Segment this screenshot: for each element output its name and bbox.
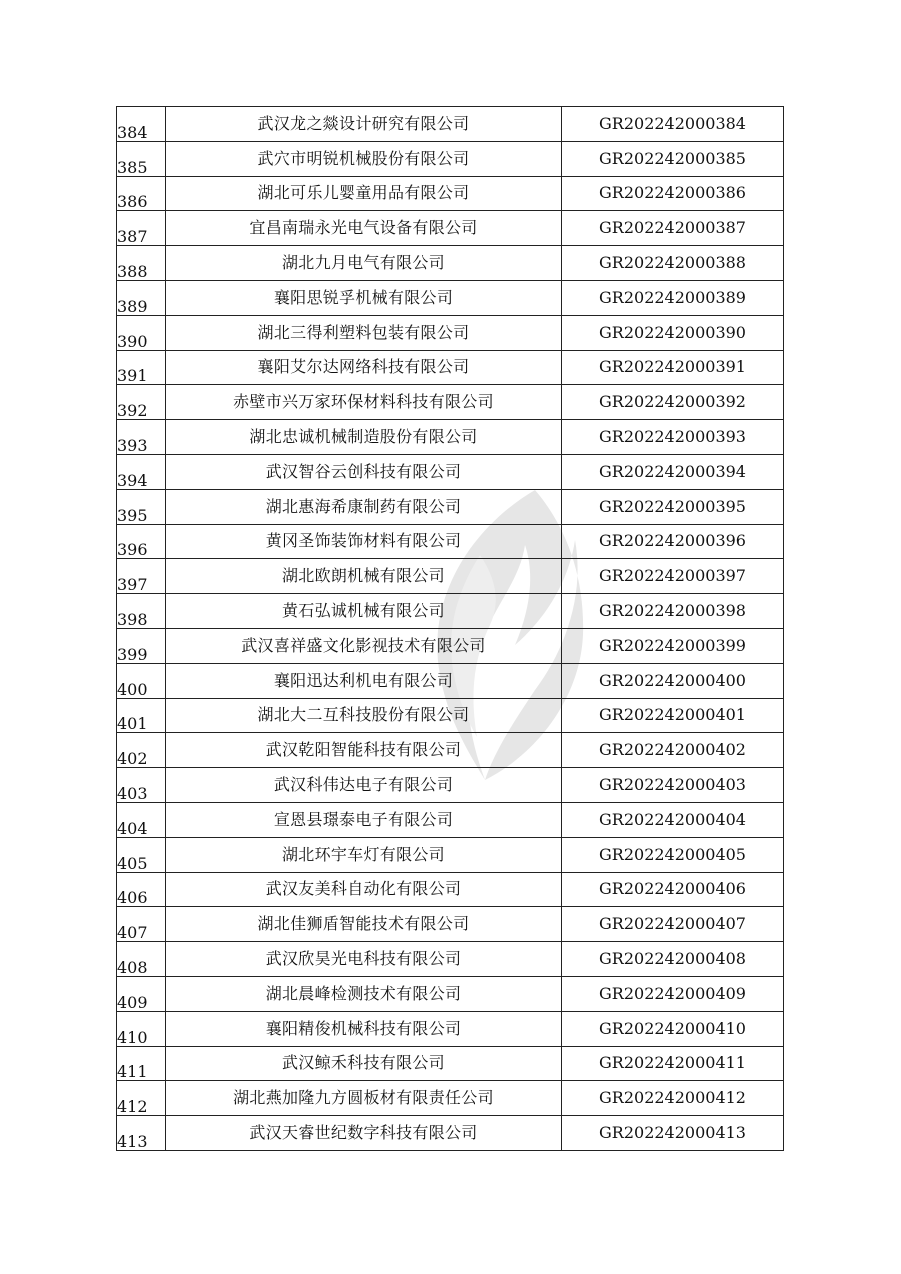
company-name-cell: 宣恩县璟泰电子有限公司 <box>166 802 562 837</box>
certificate-code-cell: GR202242000396 <box>562 524 784 559</box>
certificate-code-cell: GR202242000393 <box>562 420 784 455</box>
row-number-cell: 410 <box>117 1011 166 1046</box>
table-row <box>117 628 784 663</box>
certificate-code-cell: GR202242000410 <box>562 1011 784 1046</box>
company-name-cell: 武汉喜祥盛文化影视技术有限公司 <box>166 628 562 663</box>
table-row <box>117 489 784 524</box>
table-row <box>117 802 784 837</box>
table-row <box>117 907 784 942</box>
table-row <box>117 1116 784 1151</box>
company-name-cell: 襄阳艾尔达网络科技有限公司 <box>166 350 562 385</box>
certificate-code-cell: GR202242000397 <box>562 559 784 594</box>
row-number-cell: 395 <box>117 489 166 524</box>
table-row <box>117 663 784 698</box>
certificate-code-cell: GR202242000412 <box>562 1081 784 1116</box>
table-row <box>117 315 784 350</box>
company-list-table <box>116 106 784 1151</box>
company-name-cell: 襄阳迅达利机电有限公司 <box>166 663 562 698</box>
row-number-cell: 400 <box>117 663 166 698</box>
table-row <box>117 385 784 420</box>
table-row <box>117 211 784 246</box>
certificate-code-cell: GR202242000384 <box>562 107 784 142</box>
company-name-cell: 湖北忠诚机械制造股份有限公司 <box>166 420 562 455</box>
company-name-cell: 湖北佳狮盾智能技术有限公司 <box>166 907 562 942</box>
company-name-cell: 武汉智谷云创科技有限公司 <box>166 454 562 489</box>
table-row <box>117 524 784 559</box>
company-name-cell: 湖北环宇车灯有限公司 <box>166 837 562 872</box>
table-row <box>117 246 784 281</box>
table-row <box>117 698 784 733</box>
company-name-cell: 湖北欧朗机械有限公司 <box>166 559 562 594</box>
company-name-cell: 湖北九月电气有限公司 <box>166 246 562 281</box>
row-number-cell: 390 <box>117 315 166 350</box>
certificate-code-cell: GR202242000409 <box>562 976 784 1011</box>
row-number-cell: 402 <box>117 733 166 768</box>
company-name-cell: 湖北可乐儿婴童用品有限公司 <box>166 176 562 211</box>
certificate-code-cell: GR202242000406 <box>562 872 784 907</box>
table-row <box>117 768 784 803</box>
certificate-code-cell: GR202242000394 <box>562 454 784 489</box>
table-row <box>117 454 784 489</box>
table-row <box>117 420 784 455</box>
row-number-cell: 405 <box>117 837 166 872</box>
certificate-code-cell: GR202242000404 <box>562 802 784 837</box>
row-number-cell: 413 <box>117 1116 166 1151</box>
table-row <box>117 176 784 211</box>
row-number-cell: 389 <box>117 280 166 315</box>
row-number-cell: 394 <box>117 454 166 489</box>
row-number-cell: 399 <box>117 628 166 663</box>
table-row <box>117 107 784 142</box>
company-name-cell: 宜昌南瑞永光电气设备有限公司 <box>166 211 562 246</box>
company-name-cell: 武汉欣昊光电科技有限公司 <box>166 942 562 977</box>
row-number-cell: 393 <box>117 420 166 455</box>
table-row <box>117 733 784 768</box>
table-body <box>117 107 784 1151</box>
row-number-cell: 385 <box>117 141 166 176</box>
certificate-code-cell: GR202242000385 <box>562 141 784 176</box>
certificate-code-cell: GR202242000405 <box>562 837 784 872</box>
company-name-cell: 湖北晨峰检测技术有限公司 <box>166 976 562 1011</box>
certificate-code-cell: GR202242000408 <box>562 942 784 977</box>
table-row <box>117 1046 784 1081</box>
certificate-code-cell: GR202242000392 <box>562 385 784 420</box>
row-number-cell: 388 <box>117 246 166 281</box>
certificate-code-cell: GR202242000387 <box>562 211 784 246</box>
certificate-code-cell: GR202242000391 <box>562 350 784 385</box>
row-number-cell: 401 <box>117 698 166 733</box>
row-number-cell: 384 <box>117 107 166 142</box>
table-row <box>117 350 784 385</box>
row-number-cell: 404 <box>117 802 166 837</box>
certificate-code-cell: GR202242000411 <box>562 1046 784 1081</box>
row-number-cell: 403 <box>117 768 166 803</box>
table-row <box>117 942 784 977</box>
table-row <box>117 280 784 315</box>
table-row <box>117 976 784 1011</box>
table-row <box>117 141 784 176</box>
company-name-cell: 武汉龙之燚设计研究有限公司 <box>166 107 562 142</box>
row-number-cell: 391 <box>117 350 166 385</box>
company-name-cell: 黄冈圣饰装饰材料有限公司 <box>166 524 562 559</box>
row-number-cell: 386 <box>117 176 166 211</box>
company-name-cell: 湖北大二互科技股份有限公司 <box>166 698 562 733</box>
certificate-code-cell: GR202242000390 <box>562 315 784 350</box>
table-row <box>117 872 784 907</box>
row-number-cell: 408 <box>117 942 166 977</box>
company-name-cell: 湖北燕加隆九方圆板材有限责任公司 <box>166 1081 562 1116</box>
row-number-cell: 406 <box>117 872 166 907</box>
company-name-cell: 黄石弘诚机械有限公司 <box>166 594 562 629</box>
row-number-cell: 392 <box>117 385 166 420</box>
company-name-cell: 武汉科伟达电子有限公司 <box>166 768 562 803</box>
row-number-cell: 398 <box>117 594 166 629</box>
company-name-cell: 湖北三得利塑料包装有限公司 <box>166 315 562 350</box>
table-row <box>117 1011 784 1046</box>
company-name-cell: 武汉天睿世纪数字科技有限公司 <box>166 1116 562 1151</box>
table-row <box>117 594 784 629</box>
row-number-cell: 396 <box>117 524 166 559</box>
certificate-code-cell: GR202242000401 <box>562 698 784 733</box>
certificate-code-cell: GR202242000388 <box>562 246 784 281</box>
row-number-cell: 412 <box>117 1081 166 1116</box>
company-name-cell: 武汉友美科自动化有限公司 <box>166 872 562 907</box>
row-number-cell: 387 <box>117 211 166 246</box>
certificate-code-cell: GR202242000413 <box>562 1116 784 1151</box>
table-row <box>117 1081 784 1116</box>
row-number-cell: 411 <box>117 1046 166 1081</box>
row-number-cell: 407 <box>117 907 166 942</box>
row-number-cell: 409 <box>117 976 166 1011</box>
certificate-code-cell: GR202242000389 <box>562 280 784 315</box>
row-number-cell: 397 <box>117 559 166 594</box>
company-name-cell: 武汉鲸禾科技有限公司 <box>166 1046 562 1081</box>
certificate-code-cell: GR202242000386 <box>562 176 784 211</box>
company-name-cell: 湖北惠海希康制药有限公司 <box>166 489 562 524</box>
certificate-code-cell: GR202242000402 <box>562 733 784 768</box>
certificate-code-cell: GR202242000407 <box>562 907 784 942</box>
certificate-code-cell: GR202242000400 <box>562 663 784 698</box>
table-row <box>117 559 784 594</box>
company-name-cell: 襄阳思锐孚机械有限公司 <box>166 280 562 315</box>
certificate-code-cell: GR202242000403 <box>562 768 784 803</box>
company-name-cell: 武汉乾阳智能科技有限公司 <box>166 733 562 768</box>
company-name-cell: 武穴市明锐机械股份有限公司 <box>166 141 562 176</box>
certificate-code-cell: GR202242000399 <box>562 628 784 663</box>
certificate-code-cell: GR202242000398 <box>562 594 784 629</box>
certificate-code-cell: GR202242000395 <box>562 489 784 524</box>
table-row <box>117 837 784 872</box>
company-name-cell: 襄阳精俊机械科技有限公司 <box>166 1011 562 1046</box>
company-name-cell: 赤壁市兴万家环保材料科技有限公司 <box>166 385 562 420</box>
